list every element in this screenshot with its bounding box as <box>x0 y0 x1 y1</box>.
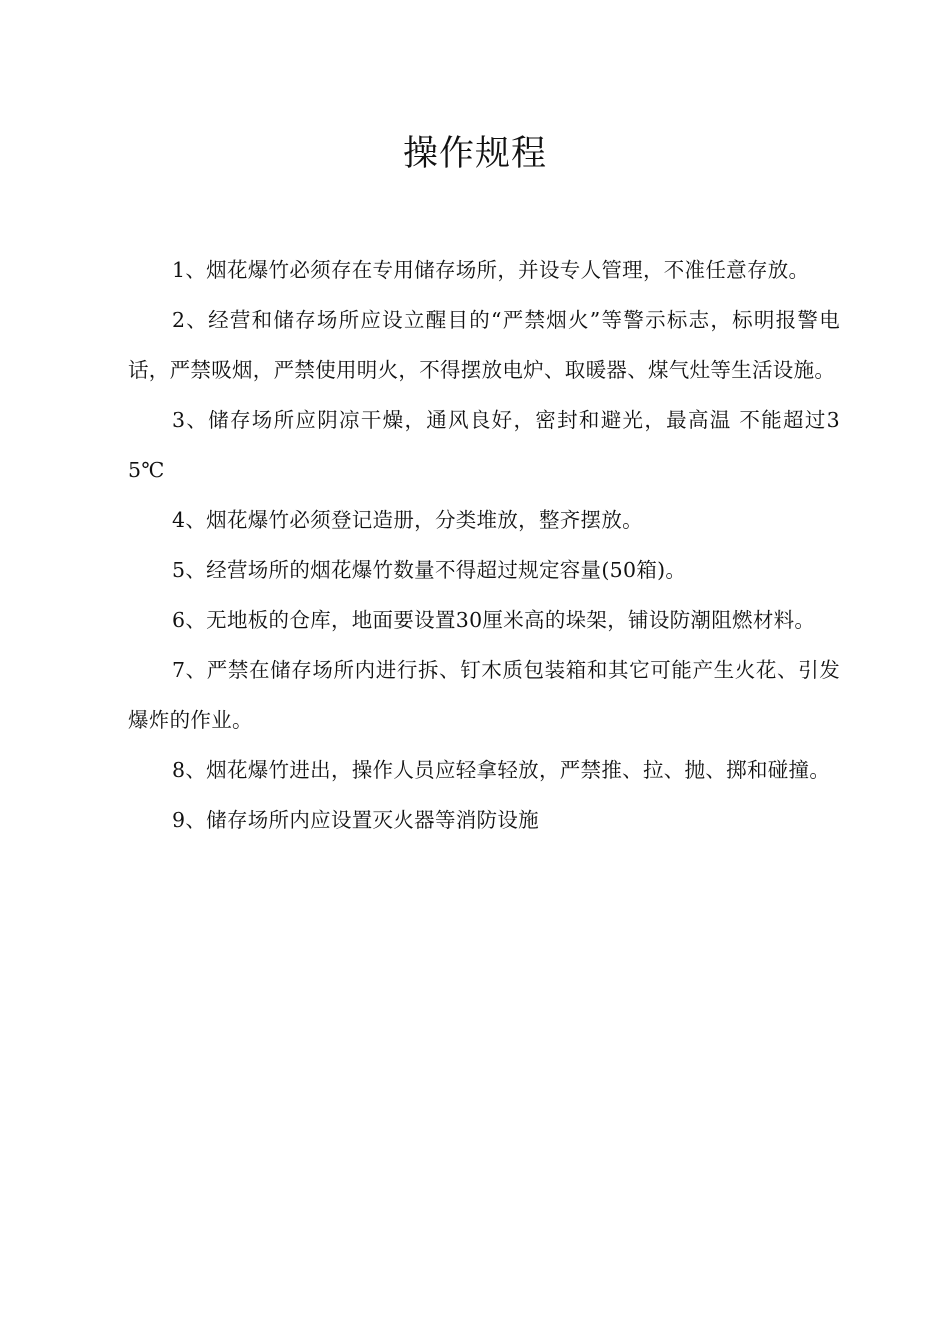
rule-paragraph-7: 7、严禁在储存场所内进行拆、钉木质包装箱和其它可能产生火花、引发爆炸的作业。 <box>128 658 840 732</box>
rule-paragraph-6: 6、无地板的仓库，地面要设置30厘米高的垛架，铺设防潮阻燃材料。 <box>172 608 816 632</box>
document-title: 操作规程 <box>402 134 547 174</box>
rule-paragraph-5: 5、经营场所的烟花爆竹数量不得超过规定容量(50箱)。 <box>172 558 687 582</box>
rule-paragraph-2: 2、经营和储存场所应设立醒目的“严禁烟火”等警示标志，标明报警电话，严禁吸烟，严禁使用明火，不得摆放电炉、取暖器、煤气灶等生活设施。 <box>128 308 840 382</box>
rule-paragraph-3: 3、储存场所应阴凉干燥，通风良好，密封和避光，最高温 不能超过35℃ <box>128 408 840 482</box>
document-body <box>128 245 840 845</box>
rule-paragraph-8: 8、烟花爆竹进出，操作人员应轻拿轻放，严禁推、拉、抛、掷和碰撞。 <box>172 758 831 782</box>
rule-paragraph-1: 1、烟花爆竹必须存在专用储存场所，并设专人管理，不准任意存放。 <box>172 258 810 282</box>
rule-paragraph-9: 9、储存场所内应设置灭火器等消防设施 <box>172 808 539 832</box>
rule-paragraph-4: 4、烟花爆竹必须登记造册，分类堆放，整齐摆放。 <box>172 508 643 532</box>
